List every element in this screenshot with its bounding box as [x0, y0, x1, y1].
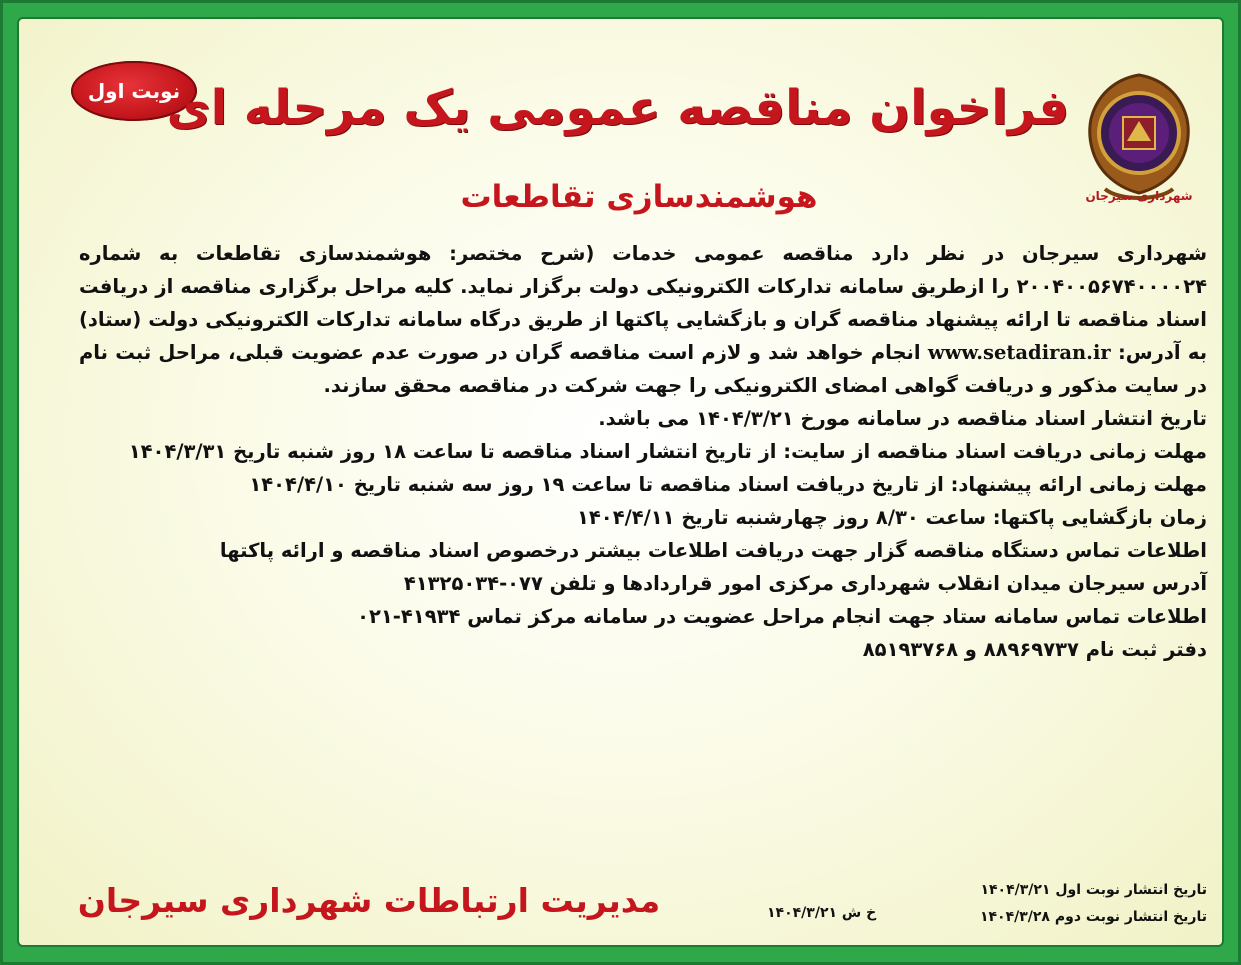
intro-continuation: انجام خواهد شد و لازم است مناقصه گران در صورت عدم عضویت قبلی، مراحل ثبت نام در سایت مذکور و دریافت گواهی امضای الکترونیکی را جهت شرکت در مناقصه محقق سازند. — [79, 341, 1207, 397]
download-deadline: مهلت زمانی دریافت اسناد مناقصه از سایت: از تاریخ انتشار اسناد مناقصه تا ساعت ۱۸ روز شنبه تاریخ ۱۴۰۴/۳/۳۱ — [128, 440, 1207, 463]
opening-time: زمان بازگشایی پاکتها: ساعت ۸/۳۰ روز چهارشنبه تاریخ ۱۴۰۴/۴/۱۱ — [576, 506, 1207, 529]
publish-dates — [759, 877, 1207, 931]
first-round-badge: نوبت اول — [71, 61, 197, 121]
submit-deadline: مهلت زمانی ارائه پیشنهاد: از تاریخ دریافت اسناد مناقصه تا ساعت ۱۹ روز سه شنبه تاریخ ۱۴۰۴/۴/۱۰ — [249, 473, 1207, 496]
reference-code: خ ش ۱۴۰۴/۳/۲۱ — [767, 905, 877, 921]
setad-website-link[interactable]: www.setadiran.ir — [927, 341, 1111, 364]
page-title: فراخوان مناقصه عمومی یک مرحله ای — [166, 80, 1069, 136]
setad-contact: اطلاعات تماس سامانه ستاد جهت انجام مراحل عضویت در سامانه مرکز تماس ۴۱۹۳۴-۰۲۱ — [357, 605, 1207, 628]
first-publish-date: تاریخ انتشار نوبت اول ۱۴۰۴/۳/۲۱ — [980, 882, 1207, 898]
contact-address: آدرس سیرجان میدان انقلاب شهرداری مرکزی امور قراردادها و تلفن ۰۷۷-۴۱۳۲۵۰۳۴ — [403, 572, 1207, 595]
municipality-emblem-icon — [1075, 69, 1203, 209]
intro-text: شهرداری سیرجان در نظر دارد مناقصه عمومی خدمات (شرح مختصر: هوشمندسازی تقاطعات به شماره ۲۰۰۴۰۰۵۶۷۴۰۰۰۰۲۴ را ازطریق سامانه تدارکات الکترونیکی دولت برگزار نماید. کلیه مراحل برگزاری مناقصه از دریافت اسناد مناقصه تا ارائه پیشنهاد مناقصه گران و بازگشایی پاکتها از طریق درگاه سامانه تدارکات الکترونیکی دولت (ستاد) به آدرس: — [79, 242, 1208, 364]
second-publish-date: تاریخ انتشار نوبت دوم ۱۴۰۴/۳/۲۸ — [979, 909, 1207, 925]
signature: مدیریت ارتباطات شهرداری سیرجان — [77, 881, 661, 920]
advertisement-panel — [17, 17, 1224, 947]
page-subtitle: هوشمندسازی تقاطعات — [460, 179, 818, 215]
intro-paragraph — [79, 237, 1207, 402]
announcement-body — [79, 237, 1207, 666]
registry-office: دفتر ثبت نام ۸۸۹۶۹۷۳۷ و ۸۵۱۹۳۷۶۸ — [862, 638, 1207, 661]
publish-date: تاریخ انتشار اسناد مناقصه در سامانه مورخ ۱۴۰۴/۳/۲۱ می باشد. — [598, 407, 1207, 430]
contact-heading: اطلاعات تماس دستگاه مناقصه گزار جهت دریافت اطلاعات بیشتر درخصوص اسناد مناقصه و ارائه پاکتها — [219, 539, 1207, 562]
logo-caption: شهرداری سیرجان — [1085, 189, 1193, 203]
